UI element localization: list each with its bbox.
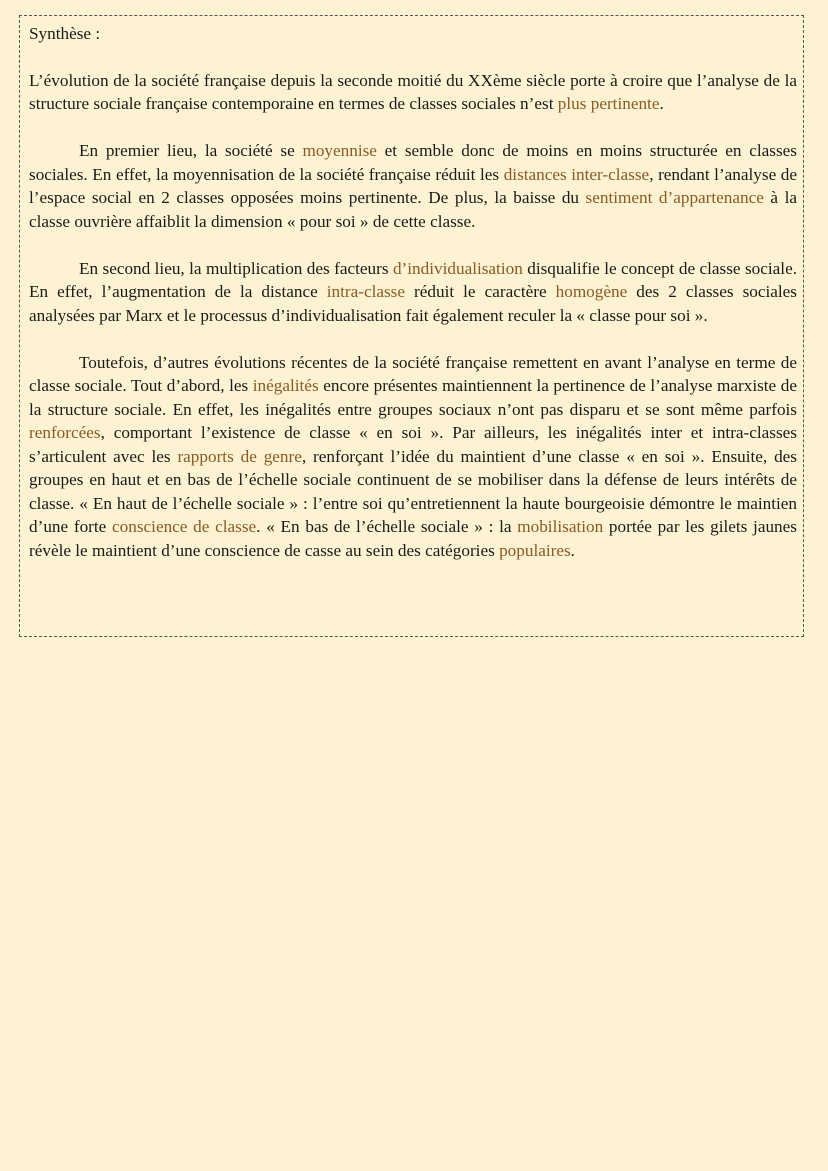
highlighted-term: distances inter-classe: [503, 164, 650, 184]
highlighted-term: populaires: [499, 540, 571, 560]
text-segment: .: [570, 540, 575, 560]
synthesis-body: [29, 69, 797, 563]
highlighted-term: conscience de classe: [112, 517, 257, 536]
synthesis-box: [19, 15, 804, 637]
text-segment: .: [659, 94, 664, 113]
text-segment: des 2 classes sociales analysées par Marx et le processus d’individualisation fait également reculer la « classe pour soi ».: [29, 282, 797, 325]
highlighted-term: inégalités: [252, 376, 319, 395]
highlighted-term: homogène: [555, 282, 628, 301]
text-segment: En premier lieu, la société se: [79, 141, 303, 160]
highlighted-term: renforcées: [29, 423, 101, 442]
paragraph-3: [29, 257, 797, 328]
paragraph-1: [29, 69, 797, 116]
text-segment: à la classe ouvrière affaiblit la dimension « pour soi » de cette classe.: [29, 188, 797, 231]
text-segment: L’évolution de la société française depuis la seconde moitié du XXème siècle porte à croire que l’analyse de la structure sociale française contemporaine en termes de classes sociales n’est: [29, 70, 797, 113]
paragraph-4: [29, 351, 797, 563]
paragraph-gap: [29, 116, 797, 140]
text-segment: En second lieu, la multiplication des facteurs: [79, 258, 393, 278]
text-segment: , rendant l’analyse de l’espace social en 2 classes opposées moins pertinente. De plus, la baisse du: [29, 164, 798, 207]
highlighted-term: intra-classe: [326, 282, 405, 301]
highlighted-term: rapports de genre: [177, 446, 302, 466]
paragraph-gap: [29, 327, 797, 351]
highlighted-term: plus pertinente: [557, 94, 660, 113]
text-segment: et semble donc de moins en moins structurée en classes sociales. En effet, la moyennisation de la société française réduit les: [29, 141, 797, 184]
paragraph-2: [29, 139, 797, 233]
paragraph-gap: [29, 233, 797, 257]
highlighted-term: d’individualisation: [392, 258, 523, 278]
text-segment: Toutefois, d’autres évolutions récentes de la société française remettent en avant l’analyse en terme de classe sociale. Tout d’abord, les: [29, 352, 797, 395]
highlighted-term: sentiment d’appartenance: [585, 188, 764, 207]
synthesis-title: Synthèse :: [29, 24, 101, 43]
highlighted-term: mobilisation: [517, 517, 604, 536]
text-segment: , renforçant l’idée du maintient d’une classe « en soi ». Ensuite, des groupes en haut et en bas de l’échelle sociale continuent de se mobiliser dans la défense de leurs intérêts de classe. « En haut de l’échelle sociale » : l’entre soi qu’entretiennent la haute bourgeoisie démontre le maintien d’une forte: [29, 446, 797, 536]
text-segment: , comportant l’existence de classe « en soi ». Par ailleurs, les inégalités inter et intra-classes s’articulent avec les: [29, 423, 797, 466]
text-segment: encore présentes maintiennent la pertinence de l’analyse marxiste de la structure sociale. En effet, les inégalités entre groupes sociaux n’ont pas disparu et se sont même parfois: [29, 376, 797, 419]
text-segment: portée par les gilets jaunes révèle le maintient d’une conscience de casse au sein des catégories: [29, 517, 797, 560]
text-segment: disqualifie le concept de classe sociale. En effet, l’augmentation de la distance: [29, 258, 797, 301]
text-segment: réduit le caractère: [405, 282, 556, 301]
text-segment: . « En bas de l’échelle sociale » : la: [256, 517, 518, 536]
highlighted-term: moyennise: [302, 141, 377, 160]
